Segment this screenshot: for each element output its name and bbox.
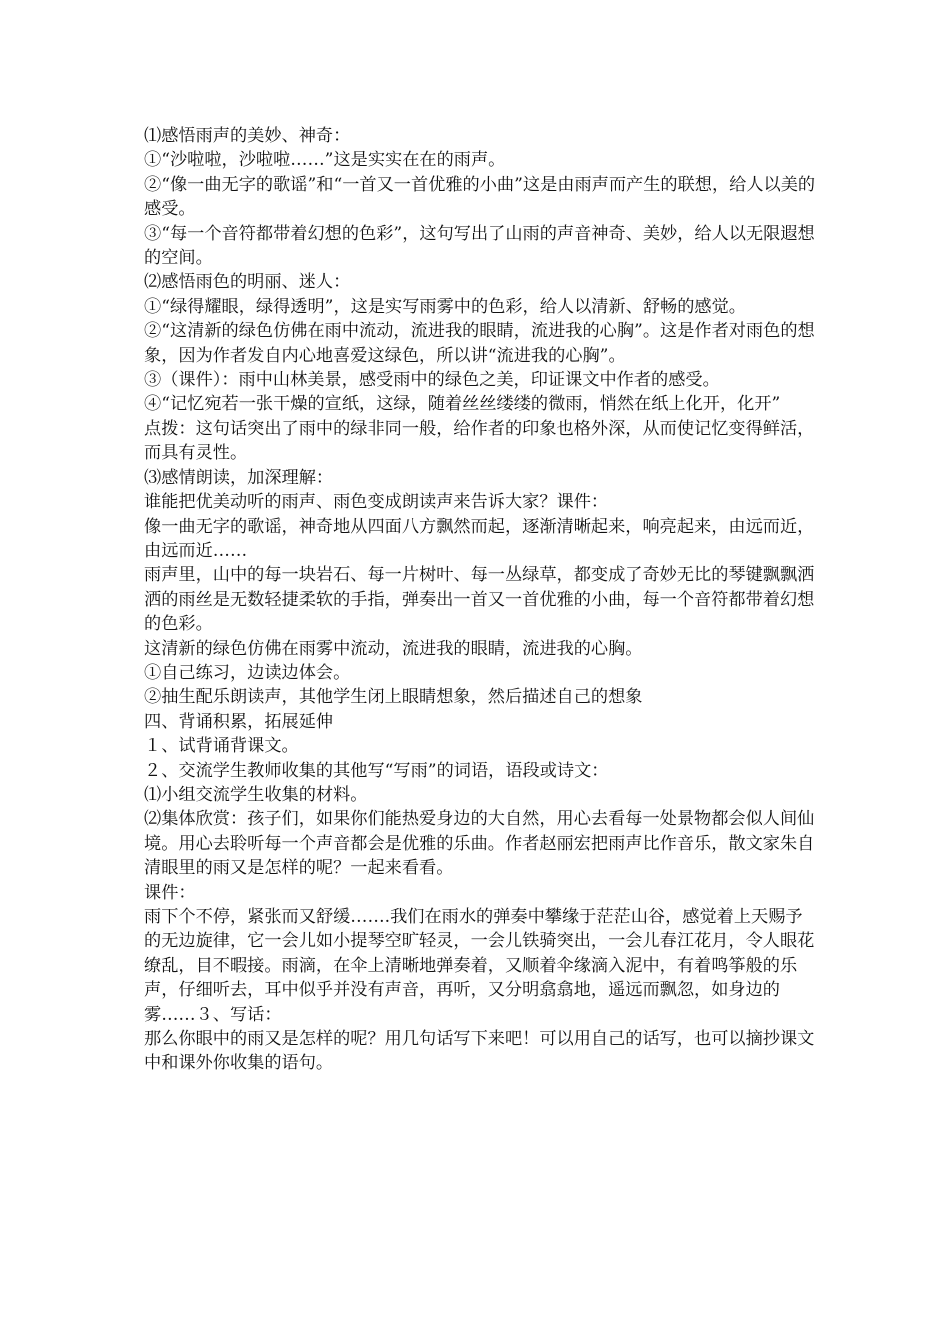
heading-emotional-reading: ⑶感情朗读，加深理解： [144,467,334,488]
section-heading: 四、背诵积累，拓展延伸 [144,711,334,732]
paragraph: ④“记忆宛若一张干燥的宣纸，这绿，随着丝丝缕缕的微雨，悄然在纸上化开，化开” [144,394,781,415]
paragraph: ２、交流学生教师收集的其他写“写雨”的词语，语段或诗文： [144,760,609,781]
paragraph: ⑵集体欣赏：孩子们，如果你们能热爱身边的大自然，用心去看每一处景物都会似人间仙境。用心去聆听每一个声音都会是优雅的乐曲。作者赵丽宏把雨声比作音乐，散文家朱自清眼里的雨又是怎样的呢？一起来看看。 [144,809,815,879]
heading-rain-sound: ⑴感悟雨声的美妙、神奇： [144,126,351,146]
paragraph: 课件： [144,882,196,903]
paragraph: 这清新的绿色仿佛在雨雾中流动，流进我的眼睛，流进我的心胸。 [144,638,643,659]
heading-rain-color: ⑵感悟雨色的明丽、迷人： [144,272,351,293]
paragraph: ③（课件）：雨中山林美景，感受雨中的绿色之美，印证课文中作者的感受。 [144,370,720,391]
paragraph: 雨下个不停，紧张而又舒缓…….我们在雨水的弹奏中攀缘于茫茫山谷，感觉着上天赐予的无边旋律，它一会儿如小提琴空旷轻灵，一会儿铁骑突出，一会儿春江花月，令人眼花缭乱，目不暇接。雨滴，在伞上清晰地弹奏着，又顺着伞缘滴入泥中，有着鸣筝般的乐声，仔细听去，耳中似乎并没有声音，再听，又分明翕翕地，遥远而飘忽，如身边的雾……３、写话： [144,907,815,1025]
paragraph: ①自己练习，边读边体会。 [144,662,351,683]
paragraph: 点拨：这句话突出了雨中的绿非同一般，给作者的印象也格外深，从而使记忆变得鲜活，而具有灵性。 [144,418,815,464]
paragraph: ②“像一曲无字的歌谣”和“一首又一首优雅的小曲”这是由雨声而产生的联想，给人以美的感受。 [144,174,816,220]
paragraph: ①“沙啦啦，沙啦啦……”这是实实在在的雨声。 [144,150,506,171]
paragraph: 雨声里，山中的每一块岩石、每一片树叶、每一丛绿草，都变成了奇妙无比的琴键飘飘洒洒的雨丝是无数轻捷柔软的手指，弹奏出一首又一首优雅的小曲，每一个音符都带着幻想的色彩。 [144,565,815,635]
paragraph: ②“这清新的绿色仿佛在雨中流动，流进我的眼睛，流进我的心胸”。这是作者对雨色的想象，因为作者发自内心地喜爱这绿色，所以讲“流进我的心胸”。 [144,321,815,366]
paragraph: 那么你眼中的雨又是怎样的呢？用几句话写下来吧！可以用自己的话写，也可以摘抄课文中和课外你收集的语句。 [144,1029,815,1074]
paragraph: ②抽生配乐朗读声，其他学生闭上眼睛想象，然后描述自己的想象 [144,687,643,708]
paragraph: ③“每一个音符都带着幻想的色彩”，这句写出了山雨的声音神奇、美妙，给人以无限遐想的空间。 [144,223,815,269]
paragraph: ①“绿得耀眼，绿得透明”，这是实写雨雾中的色彩，给人以清新、舒畅的感觉。 [144,296,746,317]
document-body [144,124,816,1076]
paragraph: ⑴小组交流学生收集的材料。 [144,784,368,805]
paragraph: 谁能把优美动听的雨声、雨色变成朗读声来告诉大家？课件： [144,492,609,513]
paragraph: １、试背诵背课文。 [144,736,299,757]
paragraph: 像一曲无字的歌谣，神奇地从四面八方飘然而起，逐渐清晰起来，响亮起来，由远而近，由远而近…… [144,516,815,561]
